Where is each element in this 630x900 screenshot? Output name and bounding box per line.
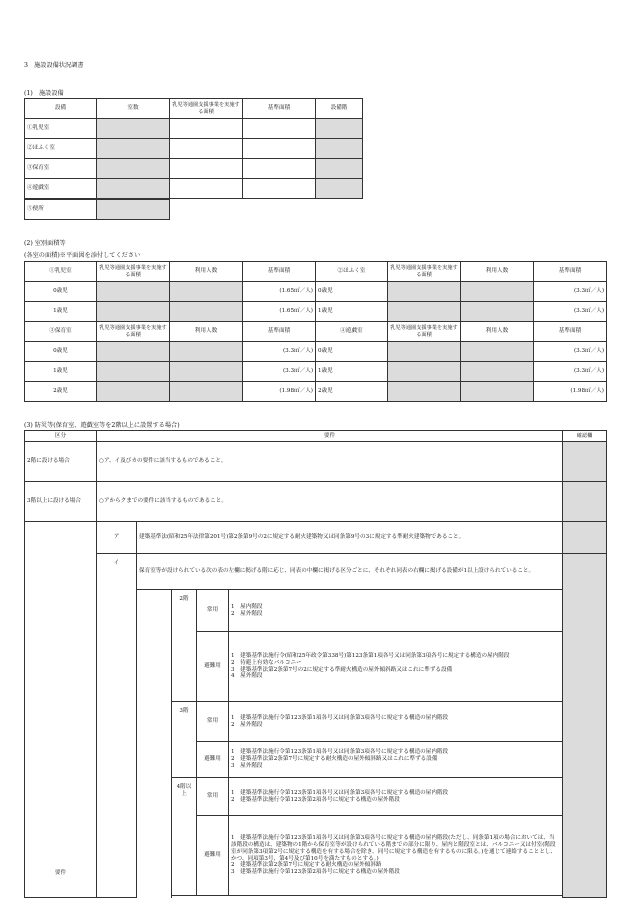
room-play: ④遊戯室 — [316, 322, 388, 342]
cell[interactable] — [170, 139, 243, 159]
floor3-label: 3階以上に設ける場合 — [25, 482, 97, 522]
cell — [170, 362, 243, 382]
cell — [461, 302, 534, 322]
cell — [461, 382, 534, 402]
header-users: 利用人数 — [461, 262, 534, 282]
f4-evac-list: 1 建築基準法施行令第123条第1項各号又は同条第3項各号に規定する構造の屋内階段(ただし、同条第1項の場合においては、当該階段の構造は、建築物の1階から保育室等が設けられている階までの部分に限り、屋内と階段室とは、バルコニー又は付室(階段室が同条第3項第2号に規定する構造を有する場合を除き、同号に規定する構造を有するものに限る。)を通じて連絡することとし、かつ、同項第3号、第4号及び第10号を満たすものとする。) 2 建築基準法第2条第7号に規定する耐火構造の屋外傾斜路 3 建築基準法施行令第123条第2項各号に規定する構造の屋外階段 — [229, 816, 563, 896]
room-area-table — [24, 261, 607, 402]
row-label: ④遊戯室 — [25, 179, 97, 199]
cell — [170, 342, 243, 362]
age-label: 0歳児 — [25, 342, 97, 362]
age-label: 2歳児 — [316, 382, 388, 402]
floor-3f: 3階 — [172, 702, 197, 778]
age-label: 1歳児 — [25, 362, 97, 382]
header-area: 乳児等通園支援事業を実施する面積 — [97, 262, 170, 282]
cell[interactable] — [170, 159, 243, 179]
f4-regular-list: 1 建築基準法施行令第123条第1項各号又は同条第3項各号に規定する構造の屋内階段 2 建築基準法施行令第123条第2項各号に規定する構造の屋外階段 — [229, 778, 563, 816]
std-value: (3.3㎡／人) — [534, 362, 607, 382]
cell — [97, 382, 170, 402]
header-users: 利用人数 — [461, 322, 534, 342]
req-a-text: 建築基準法(昭和25年法律第201号)第2条第9号の2に規定する耐火建築物又は同条第9号の3に規定する準耐火建築物であること。 — [137, 522, 563, 554]
std-value: (3.3㎡／人) — [243, 362, 316, 382]
section2-note: (各室の面積)※平面図を添付してください — [24, 252, 141, 259]
f3-evac-list: 1 建築基準法施行令第123条第1項各号又は同条第3項各号に規定する構造の屋内階段 2 建築基準法第2条第7号に規定する耐火構造の屋外傾斜路又はこれに準ずる設備 3 屋外階段 — [229, 742, 563, 778]
f3-regular-list: 1 建築基準法施行令第123条第1項各号又は同条第3項各号に規定する構造の屋内階段 2 屋外階段 — [229, 702, 563, 742]
cell — [97, 282, 170, 302]
toilet-table — [24, 199, 170, 220]
cell — [170, 382, 243, 402]
header-equipment: 設備 — [25, 99, 97, 119]
cell — [388, 342, 461, 362]
cell — [170, 282, 243, 302]
mark-i: イ — [97, 554, 137, 898]
section1-heading: (1) 施設設備 — [24, 90, 64, 97]
cell — [461, 362, 534, 382]
use-regular: 常用 — [197, 590, 229, 632]
age-label: 0歳児 — [316, 342, 388, 362]
cell[interactable] — [170, 179, 243, 199]
cell — [388, 362, 461, 382]
mark-a: ア — [97, 522, 137, 554]
check-cell[interactable] — [563, 442, 607, 482]
header-std: 基準面積 — [534, 322, 607, 342]
row-label: ①乳児室 — [25, 119, 97, 139]
age-label: 1歳児 — [316, 362, 388, 382]
check-cell[interactable] — [563, 554, 607, 898]
cell — [97, 342, 170, 362]
row-label: ⑤便所 — [25, 200, 97, 220]
check-cell[interactable] — [563, 482, 607, 522]
header-area: 乳児等通園支援事業を実施する面積 — [388, 322, 461, 342]
cell — [316, 179, 363, 199]
cell — [97, 159, 170, 179]
std-value: (3.3㎡／人) — [243, 342, 316, 362]
header-kubun: 区分 — [25, 431, 97, 442]
cell — [97, 139, 170, 159]
cell — [97, 179, 170, 199]
row-label: ②ほふく室 — [25, 139, 97, 159]
use-regular: 常用 — [197, 778, 229, 816]
header-floor: 設備階 — [316, 99, 363, 119]
room-crawl: ②ほふく室 — [316, 262, 388, 282]
header-users: 利用人数 — [170, 322, 243, 342]
cell — [97, 119, 170, 139]
cell[interactable] — [243, 139, 316, 159]
std-value: (3.3㎡／人) — [534, 282, 607, 302]
requirements-label: 要件 — [25, 522, 97, 898]
cell — [388, 382, 461, 402]
cell — [316, 159, 363, 179]
floor3-text: ○アからクまでの要件に該当するものであること。 — [97, 482, 563, 522]
header-std: 基準面積 — [534, 262, 607, 282]
room-infant: ①乳児室 — [25, 262, 97, 282]
use-evac: 避難用 — [197, 632, 229, 702]
cell[interactable] — [243, 159, 316, 179]
std-value: (1.98㎡／人) — [243, 382, 316, 402]
header-area: 乳児等通園支援事業を実施する面積 — [170, 99, 243, 119]
cell — [388, 282, 461, 302]
section2-heading: (2) 室別面積等 — [24, 240, 66, 247]
req-i-text: 保育室等が設けられている次の表の左欄に掲げる階に応じ、同表の中欄に掲げる区分ごとに、それぞれ同表の右欄に掲げる設備が1以上設けられていること。 — [137, 554, 563, 590]
facility-table — [24, 98, 363, 199]
header-requirement: 要件 — [97, 431, 563, 442]
f2-regular-list: 1 屋内階段 2 屋外階段 — [229, 590, 563, 632]
row-label: ③保育室 — [25, 159, 97, 179]
header-area: 乳児等通園支援事業を実施する面積 — [97, 322, 170, 342]
age-label: 1歳児 — [316, 302, 388, 322]
cell — [97, 302, 170, 322]
age-label: 2歳児 — [25, 382, 97, 402]
header-std: 基準面積 — [243, 322, 316, 342]
header-users: 利用人数 — [170, 262, 243, 282]
std-value: (3.3㎡／人) — [534, 342, 607, 362]
room-nursery: ③保育室 — [25, 322, 97, 342]
cell — [316, 139, 363, 159]
cell — [170, 302, 243, 322]
age-label: 1歳児 — [25, 302, 97, 322]
use-evac: 避難用 — [197, 742, 229, 778]
f2-evac-list: 1 建築基準法施行令(昭和25年政令第338号)第123条第1項各号又は同条第3項各号に規定する構造の屋内階段 2 待避上有効なバルコニー 3 建築基準法第2条第7号の2に規定する準耐火構造の屋外傾斜路又はこれに準ずる設備 4 屋外階段 — [229, 632, 563, 702]
floor2-label: 2階に設ける場合 — [25, 442, 97, 482]
spacer — [137, 590, 172, 898]
cell — [461, 282, 534, 302]
age-label: 0歳児 — [316, 282, 388, 302]
std-value: (1.65㎡／人) — [243, 302, 316, 322]
std-value: (1.98㎡／人) — [534, 382, 607, 402]
use-evac: 避難用 — [197, 816, 229, 896]
floor2-text: ○ア、イ及びカの要件に該当するものであること。 — [97, 442, 563, 482]
section3-heading: (3) 防災等(保育室、遊戯室等を2階以上に設置する場合) — [24, 422, 180, 429]
header-area: 乳児等通園支援事業を実施する面積 — [388, 262, 461, 282]
age-label: 0歳児 — [25, 282, 97, 302]
page-title: 3 施設設備状況調書 — [24, 62, 84, 69]
header-std-area: 基準面積 — [243, 99, 316, 119]
floor-2f: 2階 — [172, 590, 197, 702]
cell[interactable] — [243, 119, 316, 139]
header-check: 確認欄 — [563, 431, 607, 442]
header-std: 基準面積 — [243, 262, 316, 282]
use-regular: 常用 — [197, 702, 229, 742]
cell — [316, 119, 363, 139]
cell — [388, 302, 461, 322]
check-cell[interactable] — [563, 522, 607, 554]
fire-safety-table — [24, 430, 607, 898]
cell — [461, 342, 534, 362]
cell[interactable] — [170, 119, 243, 139]
std-value: (1.65㎡／人) — [243, 282, 316, 302]
floor-4f-up: 4階以上 — [172, 778, 197, 896]
cell[interactable] — [243, 179, 316, 199]
cell — [97, 200, 170, 220]
cell — [97, 362, 170, 382]
header-rooms: 室数 — [97, 99, 170, 119]
std-value: (3.3㎡／人) — [534, 302, 607, 322]
